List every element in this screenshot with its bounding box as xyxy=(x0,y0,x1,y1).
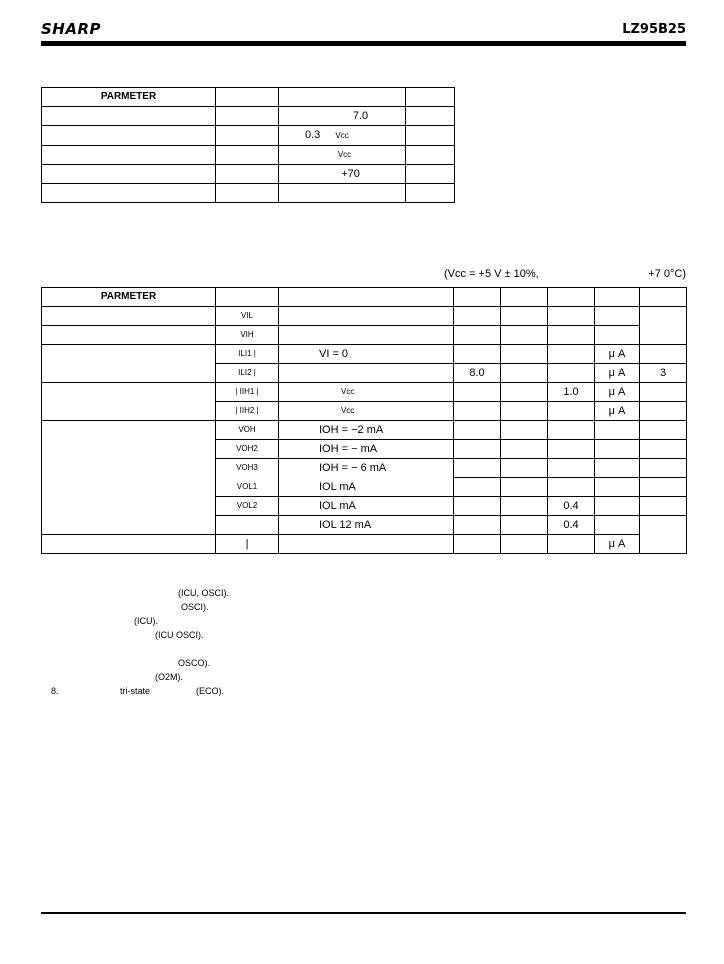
max-cell: 0.4 xyxy=(548,497,595,516)
table-row: IOL 12 mA 0.4 xyxy=(42,516,687,535)
symbol-cell: VOL2 xyxy=(216,497,279,516)
brand-logo: SHARP xyxy=(41,20,102,38)
table-header-row xyxy=(42,88,455,107)
header-rule xyxy=(41,41,686,46)
unit-cell: μ A xyxy=(595,402,640,421)
table-row xyxy=(42,535,687,554)
table-header-row xyxy=(42,288,687,307)
note-line: OSCI). xyxy=(181,602,209,612)
symbol-cell xyxy=(216,516,279,535)
note-line: (ICU OSCI). xyxy=(155,630,204,640)
table-row xyxy=(42,326,687,345)
symbol-cell: VOL1 xyxy=(216,478,279,497)
table-row: VOL2 IOL mA 0.4 xyxy=(42,497,687,516)
footer-rule xyxy=(41,912,686,914)
dc-conditions-right: +7 0°C) xyxy=(648,268,686,280)
note-number: 8. xyxy=(51,686,59,696)
symbol-cell: VOH3 xyxy=(216,459,279,478)
note-line: (O2M). xyxy=(155,672,183,682)
table-row xyxy=(42,184,455,203)
table-row: VOH IOH = −2 mA xyxy=(42,421,687,440)
max-cell: 0.4 xyxy=(548,516,595,535)
symbol-cell: | IIH2 | xyxy=(216,402,279,421)
table-row: ILI1 | VI = 0 μ A xyxy=(42,345,687,364)
table-row: ILI2 | 8.0 μ A 3 xyxy=(42,364,687,383)
table-row: VOL1 IOL mA xyxy=(42,478,687,497)
note-line: OSCO). xyxy=(178,658,211,668)
rating-value: +70 xyxy=(279,165,406,184)
unit-cell: μ A xyxy=(595,345,640,364)
symbol-cell: VIH xyxy=(216,326,279,345)
symbol-cell: ILI1 | xyxy=(216,345,279,364)
symbol-cell: VIL xyxy=(216,307,279,326)
note-cell: 3 xyxy=(640,364,687,383)
ratings-table xyxy=(41,87,455,203)
unit-cell: μ A xyxy=(595,535,640,554)
table-row: | IIH2 | Vcc μ A xyxy=(42,402,687,421)
note-line: (ICU, OSCI). xyxy=(178,588,229,598)
table-row: | IIH1 | Vcc 1.0 μ A xyxy=(42,383,687,402)
table-row xyxy=(42,107,455,126)
unit-cell: μ A xyxy=(595,383,640,402)
note-line: (ECO). xyxy=(196,686,224,696)
parameter-header: PARMETER xyxy=(42,88,216,107)
note-line: tri-state xyxy=(120,686,151,696)
model-number: LZ95B25 xyxy=(622,22,686,37)
table-row xyxy=(42,307,687,326)
rating-value: 7.0 xyxy=(279,107,406,126)
rating-value: Vcc xyxy=(279,146,406,165)
unit-cell: μ A xyxy=(595,364,640,383)
dc-characteristics-table xyxy=(41,287,687,554)
symbol-cell: VOH xyxy=(216,421,279,440)
dc-conditions-left: (Vcc = +5 V ± 10%, xyxy=(444,268,539,280)
symbol-cell: | xyxy=(216,535,279,554)
table-row xyxy=(42,165,455,184)
rating-value: 0.3 Vcc xyxy=(279,126,406,146)
table-row xyxy=(42,146,455,165)
table-row: VOH3 IOH = − 6 mA xyxy=(42,459,687,478)
note-line: (ICU). xyxy=(134,616,158,626)
table-row xyxy=(42,126,455,146)
parameter-header: PARMETER xyxy=(42,288,216,307)
table-row: VOH2 IOH = − mA xyxy=(42,440,687,459)
symbol-cell: VOH2 xyxy=(216,440,279,459)
symbol-cell: | IIH1 | xyxy=(216,383,279,402)
symbol-cell: ILI2 | xyxy=(216,364,279,383)
